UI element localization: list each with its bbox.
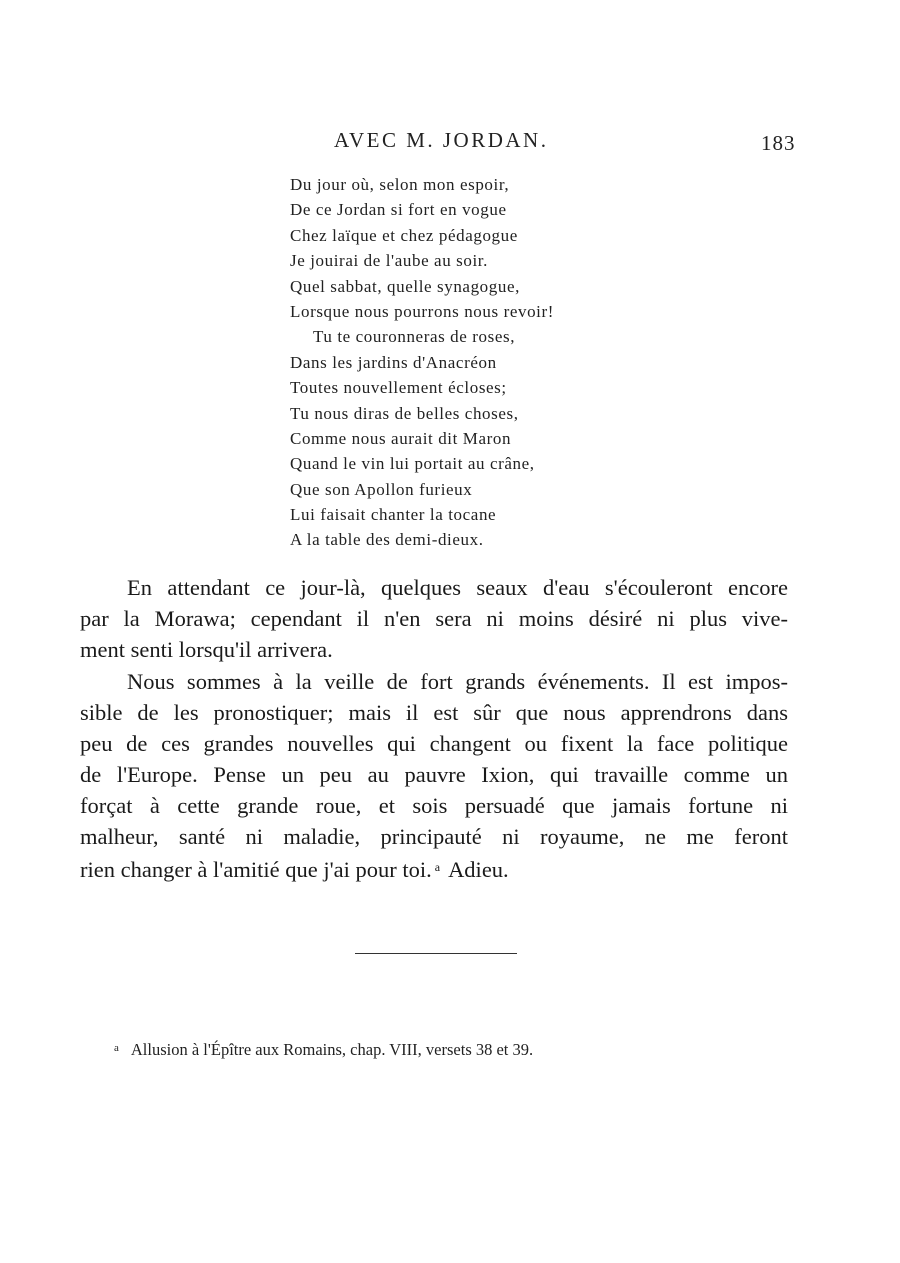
poem-stanza xyxy=(290,172,554,553)
footnote xyxy=(114,1040,533,1060)
paragraph-line: forçat à cette grande roue, et sois persuadé que jamais fortune ni xyxy=(80,793,788,818)
poem-line: Lui faisait chanter la tocane xyxy=(290,505,497,525)
poem-line: De ce Jordan si fort en vogue xyxy=(290,200,507,220)
footnote-divider xyxy=(355,953,517,954)
footnote-marker: a xyxy=(114,1042,119,1054)
paragraph-line: ment senti lorsqu'il arrivera. xyxy=(80,637,333,662)
paragraph-line: peu de ces grandes nouvelles qui changent ou fixent la face politique xyxy=(80,731,788,756)
paragraph-line: malheur, santé ni maladie, principauté ni royaume, ne me feront xyxy=(80,824,788,849)
poem-line: Comme nous aurait dit Maron xyxy=(290,428,512,448)
footnote-reference[interactable]: a xyxy=(434,860,441,874)
poem-line: Tu te couronneras de roses, xyxy=(313,327,516,347)
paragraph-final-line xyxy=(80,852,788,883)
poem-line: Quel sabbat, quelle synagogue, xyxy=(290,276,520,296)
paragraph-line: de l'Europe. Pense un peu au pauvre Ixion, qui travaille comme un xyxy=(80,762,788,787)
poem-line: Je jouirai de l'aube au soir. xyxy=(290,251,488,271)
poem-line: Toutes nouvellement écloses; xyxy=(290,378,507,398)
paragraph-line: par la Morawa; cependant il n'en sera ni moins désiré ni plus vive- xyxy=(80,606,788,631)
paragraph-line: En attendant ce jour-là, quelques seaux d'eau s'écouleront encore xyxy=(127,575,788,600)
poem-line: Lorsque nous pourrons nous revoir! xyxy=(290,301,555,321)
footnote-text: Allusion à l'Épître aux Romains, chap. VIII, versets 38 et 39. xyxy=(130,1040,534,1059)
running-title: AVEC M. JORDAN. xyxy=(334,128,549,152)
body-paragraph xyxy=(80,572,788,665)
poem-line: Du jour où, selon mon espoir, xyxy=(290,175,510,194)
paragraph-line: sible de les pronostiquer; mais il est sûr que nous apprendrons dans xyxy=(80,700,788,725)
body-paragraph xyxy=(80,666,788,883)
poem-line: A la table des demi-dieux. xyxy=(290,530,484,550)
poem-line: Chez laïque et chez pédagogue xyxy=(290,225,518,245)
poem-line: Tu nous diras de belles choses, xyxy=(290,403,519,423)
poem-line: Quand le vin lui portait au crâne, xyxy=(290,454,535,474)
poem-line: Que son Apollon furieux xyxy=(290,479,473,499)
final-line-text: rien changer à l'amitié que j'ai pour toi. xyxy=(80,857,432,882)
paragraph-line: Nous sommes à la veille de fort grands événements. Il est impos- xyxy=(127,669,788,694)
poem-line: Dans les jardins d'Anacréon xyxy=(290,352,497,372)
closing-word: Adieu. xyxy=(448,857,509,882)
page-number: 183 xyxy=(761,131,796,155)
